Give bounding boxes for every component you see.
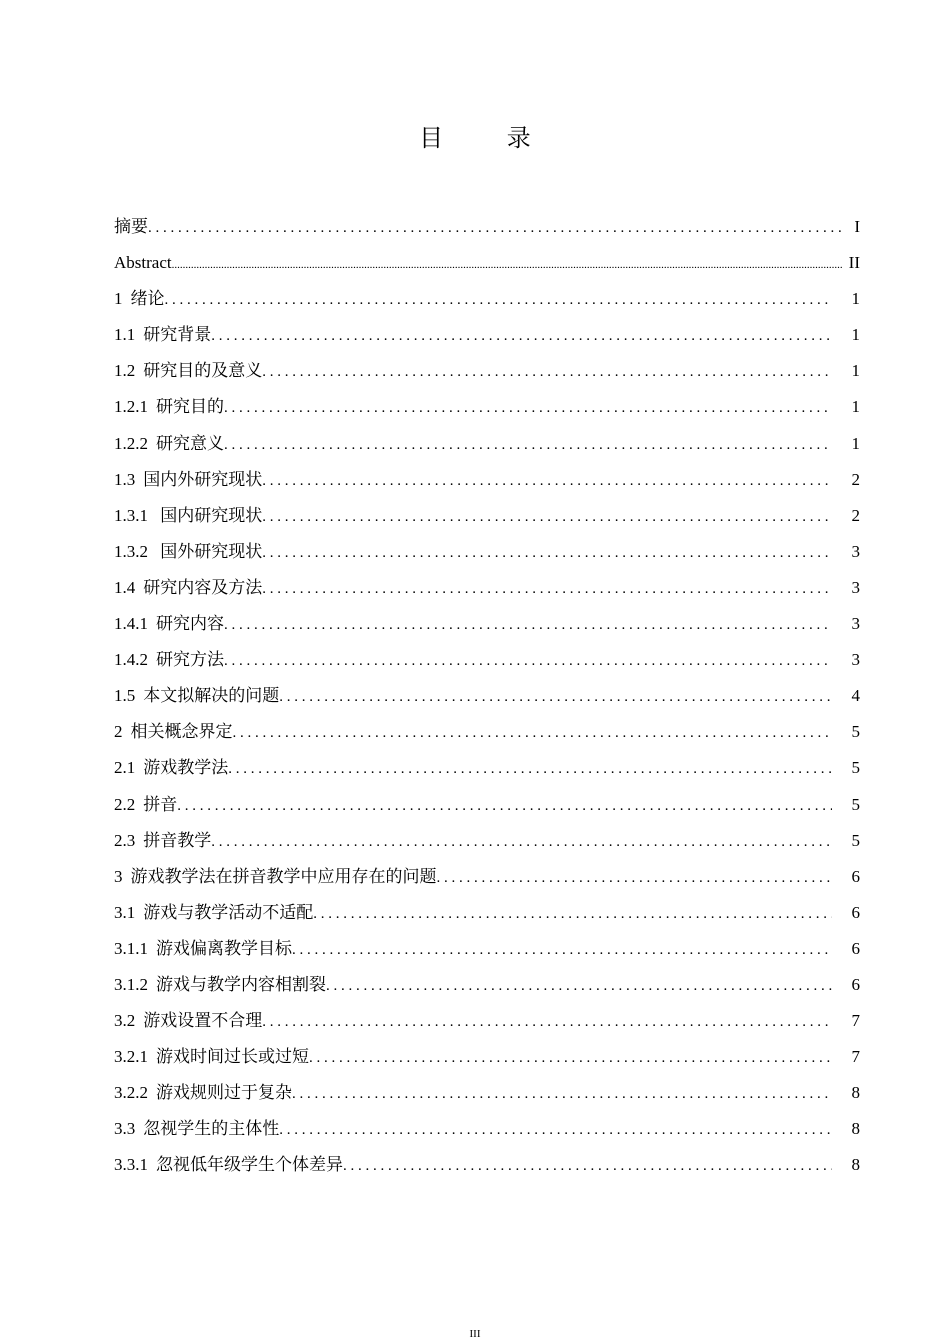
toc-entry-number: 1.2 [114, 361, 136, 381]
toc-entry-title: 摘要 [114, 217, 148, 236]
toc-entry[interactable] [114, 462, 860, 498]
toc-dot-leader [211, 318, 832, 354]
table-of-contents [114, 209, 860, 1184]
toc-entry[interactable] [114, 750, 860, 786]
toc-entry[interactable] [114, 1075, 860, 1111]
toc-entry-page: 8 [851, 1083, 860, 1103]
toc-entry-title: 研究目的 [156, 397, 224, 417]
toc-dot-leader [262, 1004, 832, 1040]
toc-dot-leader [343, 1148, 832, 1184]
toc-entry-title: 国内外研究现状 [143, 469, 263, 489]
toc-entry[interactable] [114, 498, 860, 534]
toc-entry[interactable] [114, 859, 860, 895]
toc-entry-label [114, 1003, 262, 1039]
toc-entry[interactable] [114, 642, 860, 678]
toc-entry-number: 1.4.2 [114, 650, 148, 670]
toc-entry-label [114, 426, 224, 462]
toc-entry-page: 1 [851, 361, 860, 381]
toc-entry[interactable] [114, 317, 860, 353]
toc-entry-label [114, 353, 262, 389]
toc-entry-title: 国内研究现状 [156, 505, 263, 525]
toc-entry-label [114, 606, 224, 642]
toc-entry-page: I [854, 217, 860, 236]
toc-entry-label [114, 570, 262, 606]
toc-entry-label [114, 1111, 279, 1147]
toc-entry-label [114, 895, 313, 931]
toc-entry[interactable] [114, 389, 860, 425]
toc-entry-label [114, 1147, 343, 1183]
toc-dot-leader [233, 715, 833, 751]
toc-entry-number: 2.3 [114, 830, 136, 850]
toc-entry-title: 游戏与教学内容相割裂 [156, 974, 326, 994]
toc-entry-title: 游戏与教学活动不适配 [143, 902, 314, 922]
toc-dot-leader [437, 860, 833, 896]
toc-entry[interactable] [114, 209, 860, 245]
toc-dot-leader [326, 968, 832, 1004]
toc-dot-leader [279, 1112, 832, 1148]
toc-entry-number: 3.2.2 [114, 1083, 148, 1103]
page-number: III [469, 1328, 481, 1340]
toc-entry-title: 相关概念界定 [130, 722, 233, 742]
toc-entry-number: 1.3.1 [114, 505, 148, 525]
toc-entry[interactable] [114, 281, 860, 317]
toc-entry-number: 1.3.2 [114, 541, 148, 561]
toc-entry-page: 6 [851, 866, 860, 886]
toc-entry-page: 3 [851, 614, 860, 634]
toc-entry-label [114, 498, 262, 534]
toc-entry[interactable] [114, 245, 860, 281]
toc-entry-title: 研究目的及意义 [143, 361, 263, 381]
toc-entry[interactable] [114, 1147, 860, 1183]
toc-dot-leader [262, 463, 832, 499]
toc-dot-leader [262, 571, 832, 607]
toc-entry[interactable] [114, 570, 860, 606]
toc-entry-label [114, 317, 211, 353]
toc-entry-number: 1.2.2 [114, 433, 148, 453]
toc-entry-page: 3 [851, 577, 860, 597]
toc-entry-page: 2 [851, 469, 860, 489]
toc-entry-page: 3 [851, 541, 860, 561]
toc-dot-leader [309, 1040, 832, 1076]
toc-dot-leader [224, 390, 832, 426]
toc-entry-page: 5 [851, 794, 860, 814]
toc-entry-title: 本文拟解决的问题 [143, 686, 280, 706]
toc-entry-number: 3.1 [114, 902, 136, 922]
toc-entry-title: 国外研究现状 [156, 541, 263, 561]
toc-entry-label [114, 859, 437, 895]
toc-entry-title: 研究内容及方法 [143, 577, 263, 597]
toc-entry-page: 6 [851, 938, 860, 958]
toc-entry[interactable] [114, 426, 860, 462]
toc-dot-leader [165, 282, 833, 318]
toc-entry-page: 5 [851, 830, 860, 850]
toc-entry[interactable] [114, 1003, 860, 1039]
toc-entry-page: 1 [851, 289, 860, 309]
toc-entry-number: 3.2.1 [114, 1047, 148, 1067]
toc-dot-leader [224, 643, 832, 679]
toc-entry-page: 1 [851, 325, 860, 345]
toc-entry-number: 3.1.2 [114, 974, 148, 994]
toc-entry[interactable] [114, 823, 860, 859]
toc-entry-title: 游戏时间过长或过短 [156, 1047, 309, 1067]
toc-entry-page: II [848, 253, 860, 273]
toc-entry-label [114, 1075, 292, 1111]
toc-dot-leader [262, 535, 832, 571]
toc-entry-label [114, 823, 211, 859]
toc-dot-leader [177, 788, 832, 824]
toc-entry-number: 1.3 [114, 469, 136, 489]
toc-entry-title: 绪论 [130, 289, 165, 309]
toc-dot-leader [172, 247, 842, 283]
toc-entry-number: 1.1 [114, 325, 136, 345]
toc-dot-leader [279, 679, 832, 715]
toc-entry-number: 3.1.1 [114, 938, 148, 958]
toc-entry-page: 6 [851, 902, 860, 922]
toc-entry-title: 研究意义 [156, 433, 224, 453]
page-title: 目 录 [419, 124, 559, 152]
toc-entry[interactable] [114, 787, 860, 823]
toc-entry-label [114, 389, 224, 425]
toc-entry-page: 1 [851, 397, 860, 417]
toc-dot-leader [292, 932, 832, 968]
toc-entry-label [114, 678, 279, 714]
toc-entry[interactable] [114, 931, 860, 967]
toc-entry[interactable] [114, 714, 860, 750]
toc-entry-title: 拼音 [143, 794, 178, 814]
toc-dot-leader [224, 607, 832, 643]
toc-dot-leader [211, 824, 832, 860]
toc-entry-number: 1.5 [114, 686, 136, 706]
toc-dot-leader [262, 499, 832, 535]
toc-entry-number: 3 [114, 866, 123, 886]
toc-entry-label [114, 462, 262, 498]
toc-entry-page: 5 [851, 758, 860, 778]
toc-entry-title: 拼音教学 [143, 830, 212, 850]
toc-entry[interactable] [114, 1039, 860, 1075]
toc-entry-number: 1.4.1 [114, 614, 148, 634]
toc-dot-leader [262, 354, 832, 390]
toc-entry-label [114, 750, 228, 786]
toc-entry-title: 忽视低年级学生个体差异 [156, 1155, 343, 1175]
toc-entry-label [114, 1039, 309, 1075]
toc-entry[interactable] [114, 606, 860, 642]
toc-entry-page: 7 [851, 1011, 860, 1031]
toc-dot-leader [313, 896, 832, 932]
toc-entry-number: 2 [114, 722, 123, 742]
toc-entry-title: 研究方法 [156, 650, 224, 670]
toc-entry-title: 游戏偏离教学目标 [156, 938, 292, 958]
toc-entry-number: 2.1 [114, 758, 136, 778]
toc-entry-page: 5 [851, 722, 860, 742]
toc-entry-page: 2 [851, 505, 860, 525]
toc-entry-label [114, 967, 326, 1003]
toc-entry-number: 2.2 [114, 794, 136, 814]
toc-entry[interactable] [114, 353, 860, 389]
toc-entry[interactable] [114, 1111, 860, 1147]
toc-dot-leader [148, 210, 842, 246]
toc-entry-title: 游戏教学法 [143, 758, 229, 778]
toc-entry-number: 1.4 [114, 577, 136, 597]
toc-entry[interactable] [114, 895, 860, 931]
toc-entry-title: 游戏设置不合理 [143, 1011, 263, 1031]
toc-dot-leader [292, 1076, 832, 1112]
toc-entry-number: 1 [114, 289, 123, 309]
toc-entry-number: 3.3 [114, 1119, 136, 1139]
toc-entry-page: 8 [851, 1119, 860, 1139]
toc-dot-leader [228, 751, 832, 787]
toc-entry-title: 忽视学生的主体性 [143, 1119, 280, 1139]
toc-entry[interactable] [114, 967, 860, 1003]
toc-entry-title: 研究背景 [143, 325, 212, 345]
toc-dot-leader [224, 427, 832, 463]
toc-entry-page: 1 [851, 433, 860, 453]
toc-entry-page: 7 [851, 1047, 860, 1067]
toc-entry-page: 6 [851, 974, 860, 994]
toc-entry-number: 1.2.1 [114, 397, 148, 417]
toc-entry-number: 3.2 [114, 1011, 136, 1031]
toc-entry-label [114, 642, 224, 678]
toc-entry-title: 游戏规则过于复杂 [156, 1083, 292, 1103]
toc-entry-page: 3 [851, 650, 860, 670]
toc-entry-label [114, 281, 165, 317]
toc-entry-label [114, 787, 177, 823]
toc-entry-title: Abstract [114, 253, 172, 273]
toc-entry[interactable] [114, 678, 860, 714]
toc-entry-page: 4 [851, 686, 860, 706]
toc-entry[interactable] [114, 534, 860, 570]
toc-entry-title: 研究内容 [156, 614, 224, 634]
toc-entry-label [114, 245, 172, 281]
toc-entry-page: 8 [851, 1155, 860, 1175]
toc-entry-label [114, 534, 262, 570]
toc-entry-title: 游戏教学法在拼音教学中应用存在的问题 [130, 866, 437, 886]
toc-entry-label [114, 209, 148, 245]
toc-entry-label [114, 714, 233, 750]
toc-entry-label [114, 931, 292, 967]
toc-entry-number: 3.3.1 [114, 1155, 148, 1175]
